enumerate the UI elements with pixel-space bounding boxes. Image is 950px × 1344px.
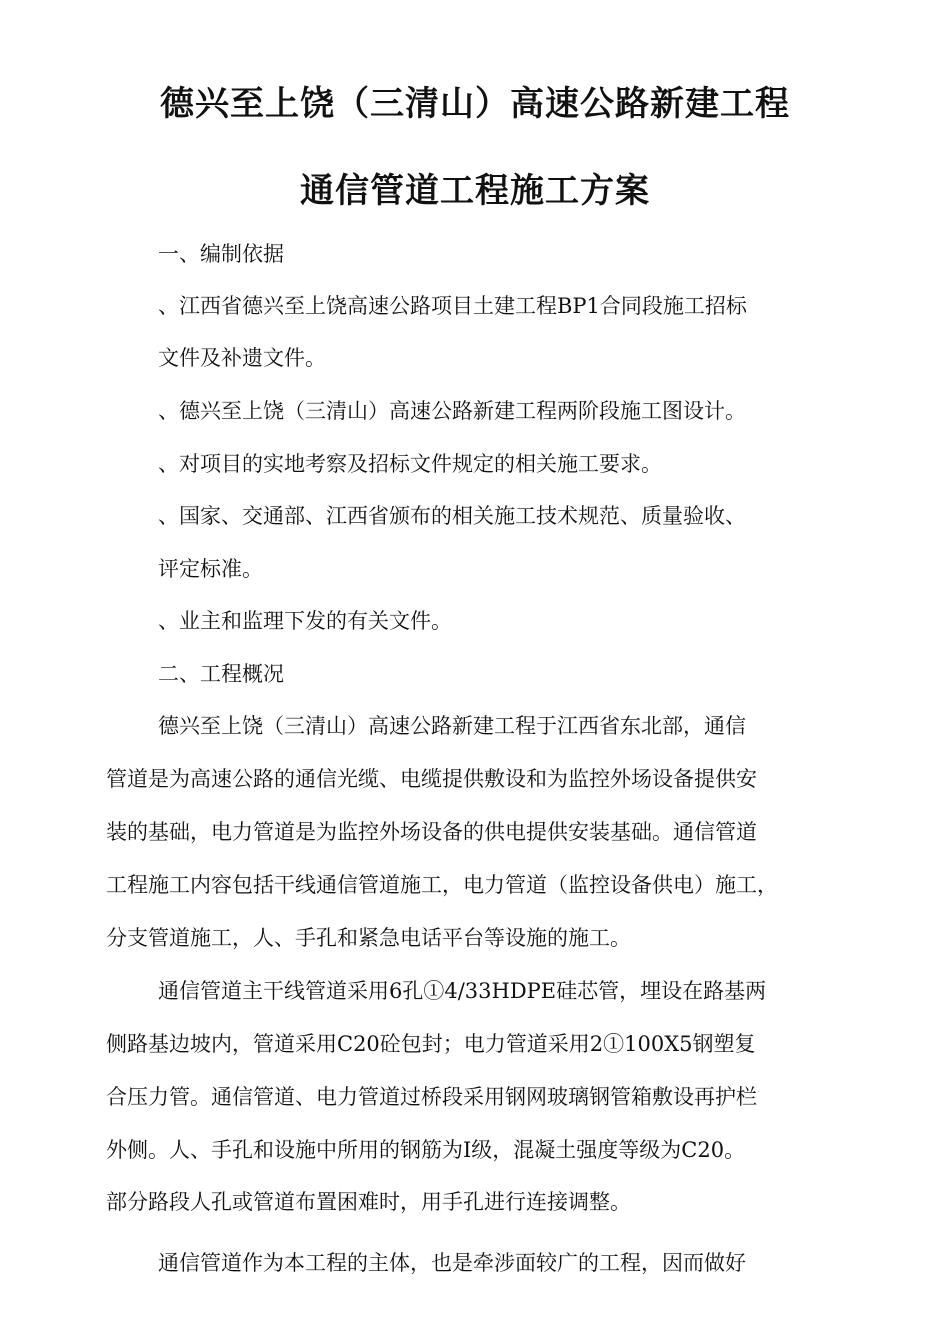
overview-p2-line-5: 部分路段人孔或管道布置困难时，用手孔进行连接调整。 [106,1190,631,1214]
basis-item-3: 、对项目的实地考察及招标文件规定的相关施工要求。 [158,452,662,476]
basis-item-5: 、业主和监理下发的有关文件。 [158,609,452,633]
overview-p2-line-3: 合压力管。通信管道、电力管道过桥段采用钢网玻璃钢管箱敷设再护栏 [106,1085,757,1109]
overview-p1-line-5: 分支管道施工，人、手孔和紧急电话平台等设施的施工。 [106,926,631,950]
basis-item-4-line-2: 评定标准。 [158,557,263,581]
overview-p2-line-1: 通信管道主干线管道采用6孔①4/33HDPE硅芯管，埋设在路基两 [158,979,767,1003]
basis-item-4-line-1: 、国家、交通部、江西省颁布的相关施工技术规范、质量验收、 [158,504,746,528]
overview-p2-line-2: 侧路基边坡内，管道采用C20砼包封；电力管道采用2①100X5钢塑复 [106,1032,756,1056]
overview-p3-line-1: 通信管道作为本工程的主体，也是牵涉面较广的工程，因而做好 [158,1251,746,1275]
overview-p1-line-2: 管道是为高速公路的通信光缆、电缆提供敷设和为监控外场设备提供安 [106,767,757,791]
basis-item-2: 、德兴至上饶（三清山）高速公路新建工程两阶段施工图设计。 [158,399,746,423]
overview-p1-line-3: 装的基础，电力管道是为监控外场设备的供电提供安装基础。通信管道 [106,820,757,844]
basis-item-1-line-1: 、江西省德兴至上饶高速公路项目土建工程BP1合同段施工招标 [158,294,747,318]
overview-p1-line-4: 工程施工内容包括干线通信管道施工，电力管道（监控设备供电）施工， [106,873,778,897]
document-title-line-1: 德兴至上饶（三清山）高速公路新建工程 [160,84,790,124]
section-heading-overview: 二、工程概况 [158,662,284,686]
basis-item-1-line-2: 文件及补遗文件。 [158,346,326,370]
overview-p2-line-4: 外侧。人、手孔和设施中所用的钢筋为I级，混凝土强度等级为C20。 [106,1138,746,1162]
overview-p1-line-1: 德兴至上饶（三清山）高速公路新建工程于江西省东北部，通信 [158,714,746,738]
document-title-line-2: 通信管道工程施工方案 [300,171,650,211]
section-heading-basis: 一、编制依据 [158,242,284,266]
